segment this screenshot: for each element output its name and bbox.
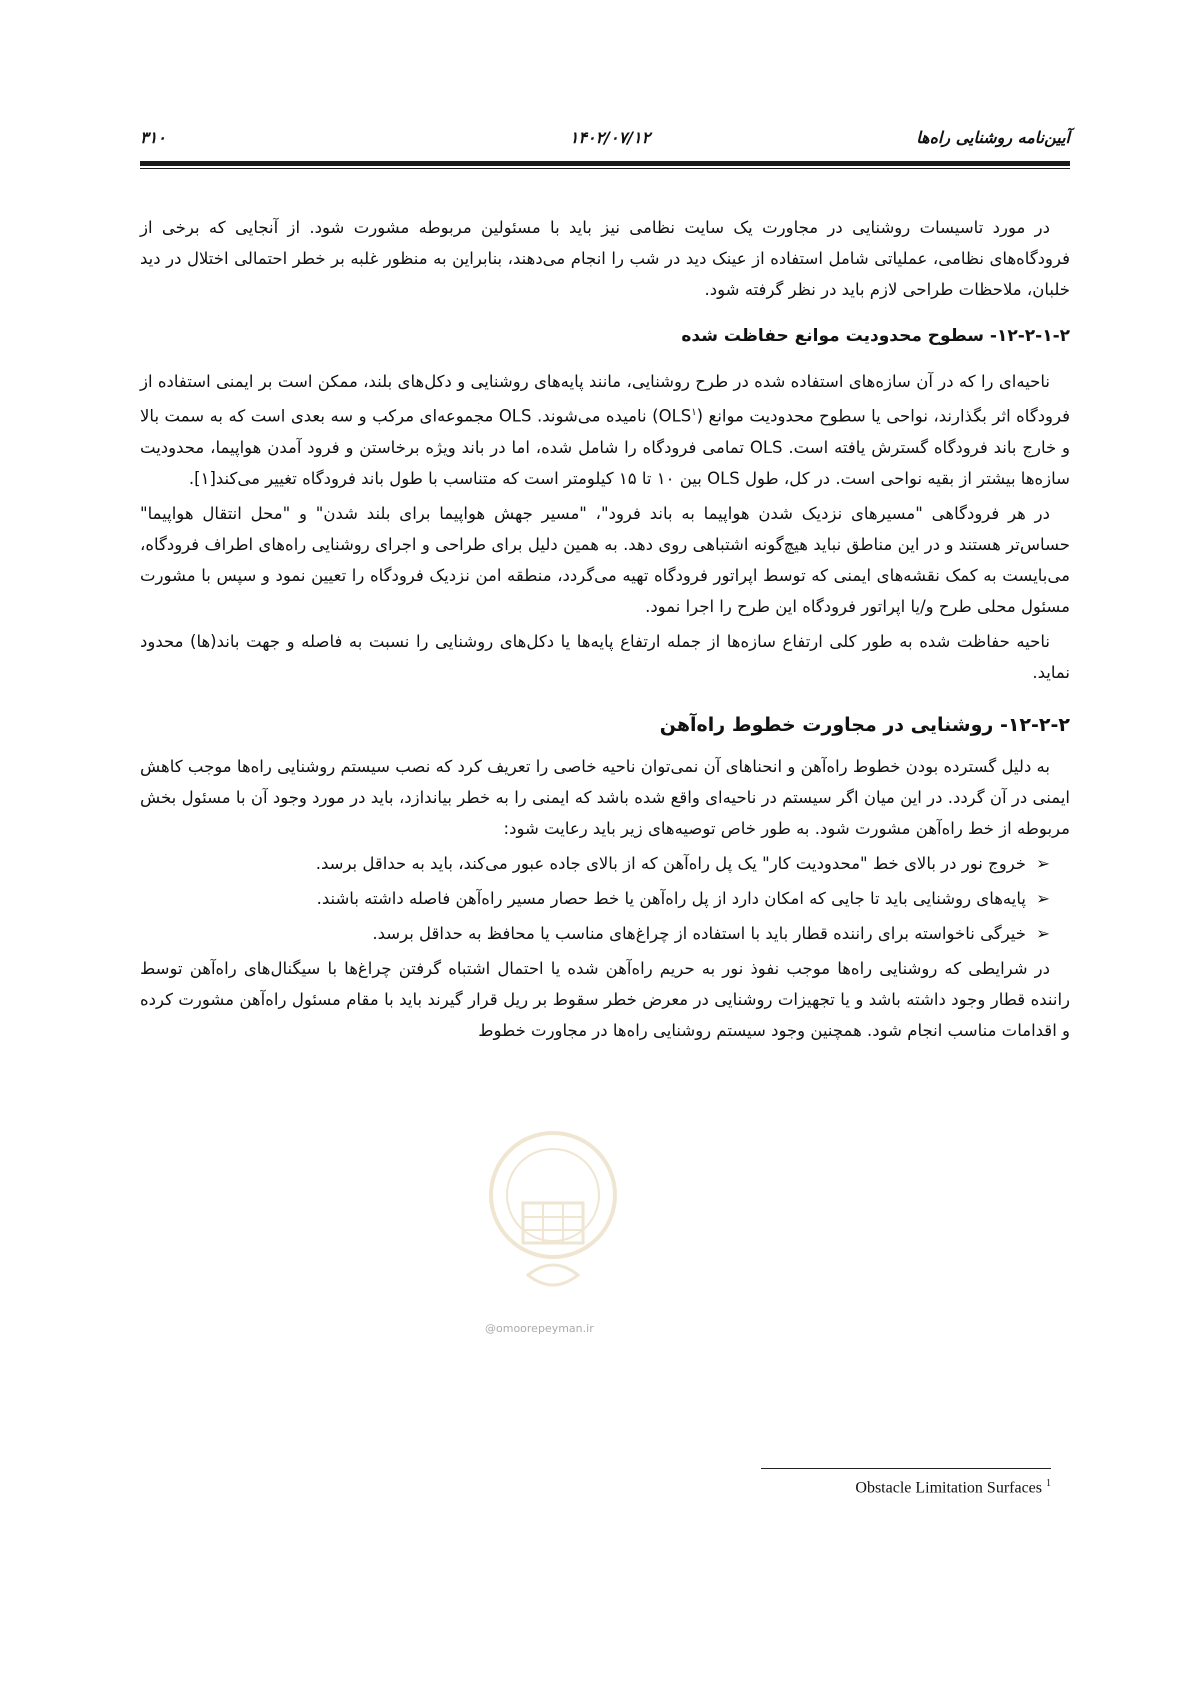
running-title: آیین‌نامه روشنایی راه‌ها bbox=[916, 128, 1070, 147]
footnote-reference[interactable]: ۱ bbox=[691, 407, 697, 418]
paragraph-railway: به دلیل گسترده بودن خطوط راه‌آهن و انحناهای آن نمی‌توان ناحیه خاصی را تعریف کرد که نصب سیستم روشنایی راه‌ها موجب کاهش ایمنی در آن گردد. در این میان اگر سیستم در ناحیه‌ای واقع شده باشد که ایمنی را به خطر بیاندازد، باید در مورد وجود آن با مسئول بخش مربوطه از خط راه‌آهن مشورت شود. به طور خاص توصیه‌های زیر باید رعایت شود: bbox=[140, 756, 1070, 838]
header-rule-thick bbox=[140, 161, 1070, 166]
bullet-item: ➢ خروج نور در بالای خط "محدودیت کار" یک پل راه‌آهن که از بالای جاده عبور می‌کند، باید به حداقل برسد. bbox=[140, 848, 1070, 879]
watermark-site: @omoorepeyman.ir bbox=[485, 1322, 594, 1335]
paragraph-protected-area: ناحیه حفاظت شده به طور کلی ارتفاع سازه‌ها از جمله ارتفاع پایه‌ها یا دکل‌های روشنایی را نسبت به فاصله و جهت باند(ها) محدود نماید. bbox=[140, 631, 1070, 682]
footnote-rule bbox=[761, 1468, 1051, 1469]
paragraph-ols-part1: ناحیه‌ای را که در آن سازه‌های استفاده شده در طرح روشنایی، مانند پایه‌های روشنایی و دکل‌های بلند، ممکن است بر ایمنی استفاده از فرودگاه اثر بگذارند، نواحی یا سطوح محدودیت موانع (OLS bbox=[140, 372, 1070, 426]
header-date: ۱۴۰۲/۰۷/۱۲ bbox=[569, 128, 651, 147]
paragraph-ols bbox=[140, 366, 1070, 494]
bullet-arrow-icon: ➢ bbox=[1036, 888, 1050, 908]
paragraph-ols-part2: ) نامیده می‌شوند. OLS مجموعه‌ای مرکب و سه بعدی است که به سمت بالا و خارج باند فرودگاه گسترش یافته است. OLS تمامی فرودگاه را شامل شده، اما در باند ویژه برخاستن و فرود آمدن هواپیما، محدودیت سازه‌ها بیشتر از بقیه نواحی است. در کل، طول OLS بین ۱۰ تا ۱۵ کیلومتر است که متناسب با طول باند فرودگاه تغییر می‌کند[۱]. bbox=[140, 406, 1070, 488]
footnote-text: Obstacle Limitation Surfaces bbox=[855, 1479, 1042, 1497]
bullet-arrow-icon: ➢ bbox=[1036, 923, 1050, 943]
footnote-mark: 1 bbox=[1046, 1478, 1051, 1489]
bullet-arrow-icon: ➢ bbox=[1036, 853, 1050, 873]
paragraph-railway-light: در شرایطی که روشنایی راه‌ها موجب نفوذ نور به حریم راه‌آهن شده یا احتمال اشتباه گرفتن چراغ‌ها با سیگنال‌های راه‌آهن توسط راننده قطار وجود داشته باشد و یا تجهیزات روشنایی در معرض خطر سقوط بر ریل قرار گیرند باید با مقام مسئول راه‌آهن مشورت کرده و اقدامات مناسب انجام شود. همچنین وجود سیستم روشنایی راه‌ها در مجاورت خطوط bbox=[140, 958, 1070, 1040]
page-header bbox=[140, 128, 1070, 158]
bullet-item: ➢ پایه‌های روشنایی باید تا جایی که امکان دارد از پل راه‌آهن یا خط حصار مسیر راه‌آهن فاصله داشته باشند. bbox=[140, 883, 1070, 914]
watermark-seal-icon bbox=[478, 1125, 628, 1305]
paragraph-military-site: در مورد تاسیسات روشنایی در مجاورت یک سایت نظامی نیز باید با مسئولین مربوطه مشورت شود. از آنجایی که برخی از فرودگاه‌های نظامی، عملیاتی شامل استفاده از عینک دید در شب را انجام می‌دهند، بنابراین به منظور غلبه بر خطر احتمالی اختلال در دید خلبان، ملاحظات طراحی لازم باید در نظر گرفته شود. bbox=[140, 218, 1070, 299]
section-heading-ols: ۱۲-۲-۱-۲- سطوح محدودیت موانع حفاظت شده bbox=[681, 326, 1070, 346]
paragraph-airport-paths: در هر فرودگاهی "مسیرهای نزدیک شدن هواپیما به باند فرود"، "مسیر جهش هواپیما برای بلند شدن" و "محل انتقال هواپیما" حساس‌تر هستند و در این مناطق نباید هیچ‌گونه اشتباهی روی دهد. به همین دلیل برای طراحی و اجرای روشنایی راه‌های اطراف فرودگاه، می‌بایست به کمک نقشه‌های ایمنی که توسط اپراتور فرودگاه تهیه می‌گردد، منطقه امن نزدیک فرودگاه را تعیین نمود و سپس با مشورت مسئول محلی طرح و/یا اپراتور فرودگاه این طرح را اجرا نمود. bbox=[140, 503, 1070, 616]
section-heading-railway: ۱۲-۲-۲- روشنایی در مجاورت خطوط راه‌آهن bbox=[659, 713, 1070, 736]
page-number: ۳۱۰ bbox=[140, 128, 166, 147]
header-rule-thin bbox=[140, 168, 1070, 169]
footnote bbox=[551, 1478, 1051, 1497]
bullet-item: ➢ خیرگی ناخواسته برای راننده قطار باید با استفاده از چراغ‌های مناسب یا محافظ به حداقل برسد. bbox=[140, 918, 1070, 949]
page-body bbox=[140, 212, 1070, 1050]
